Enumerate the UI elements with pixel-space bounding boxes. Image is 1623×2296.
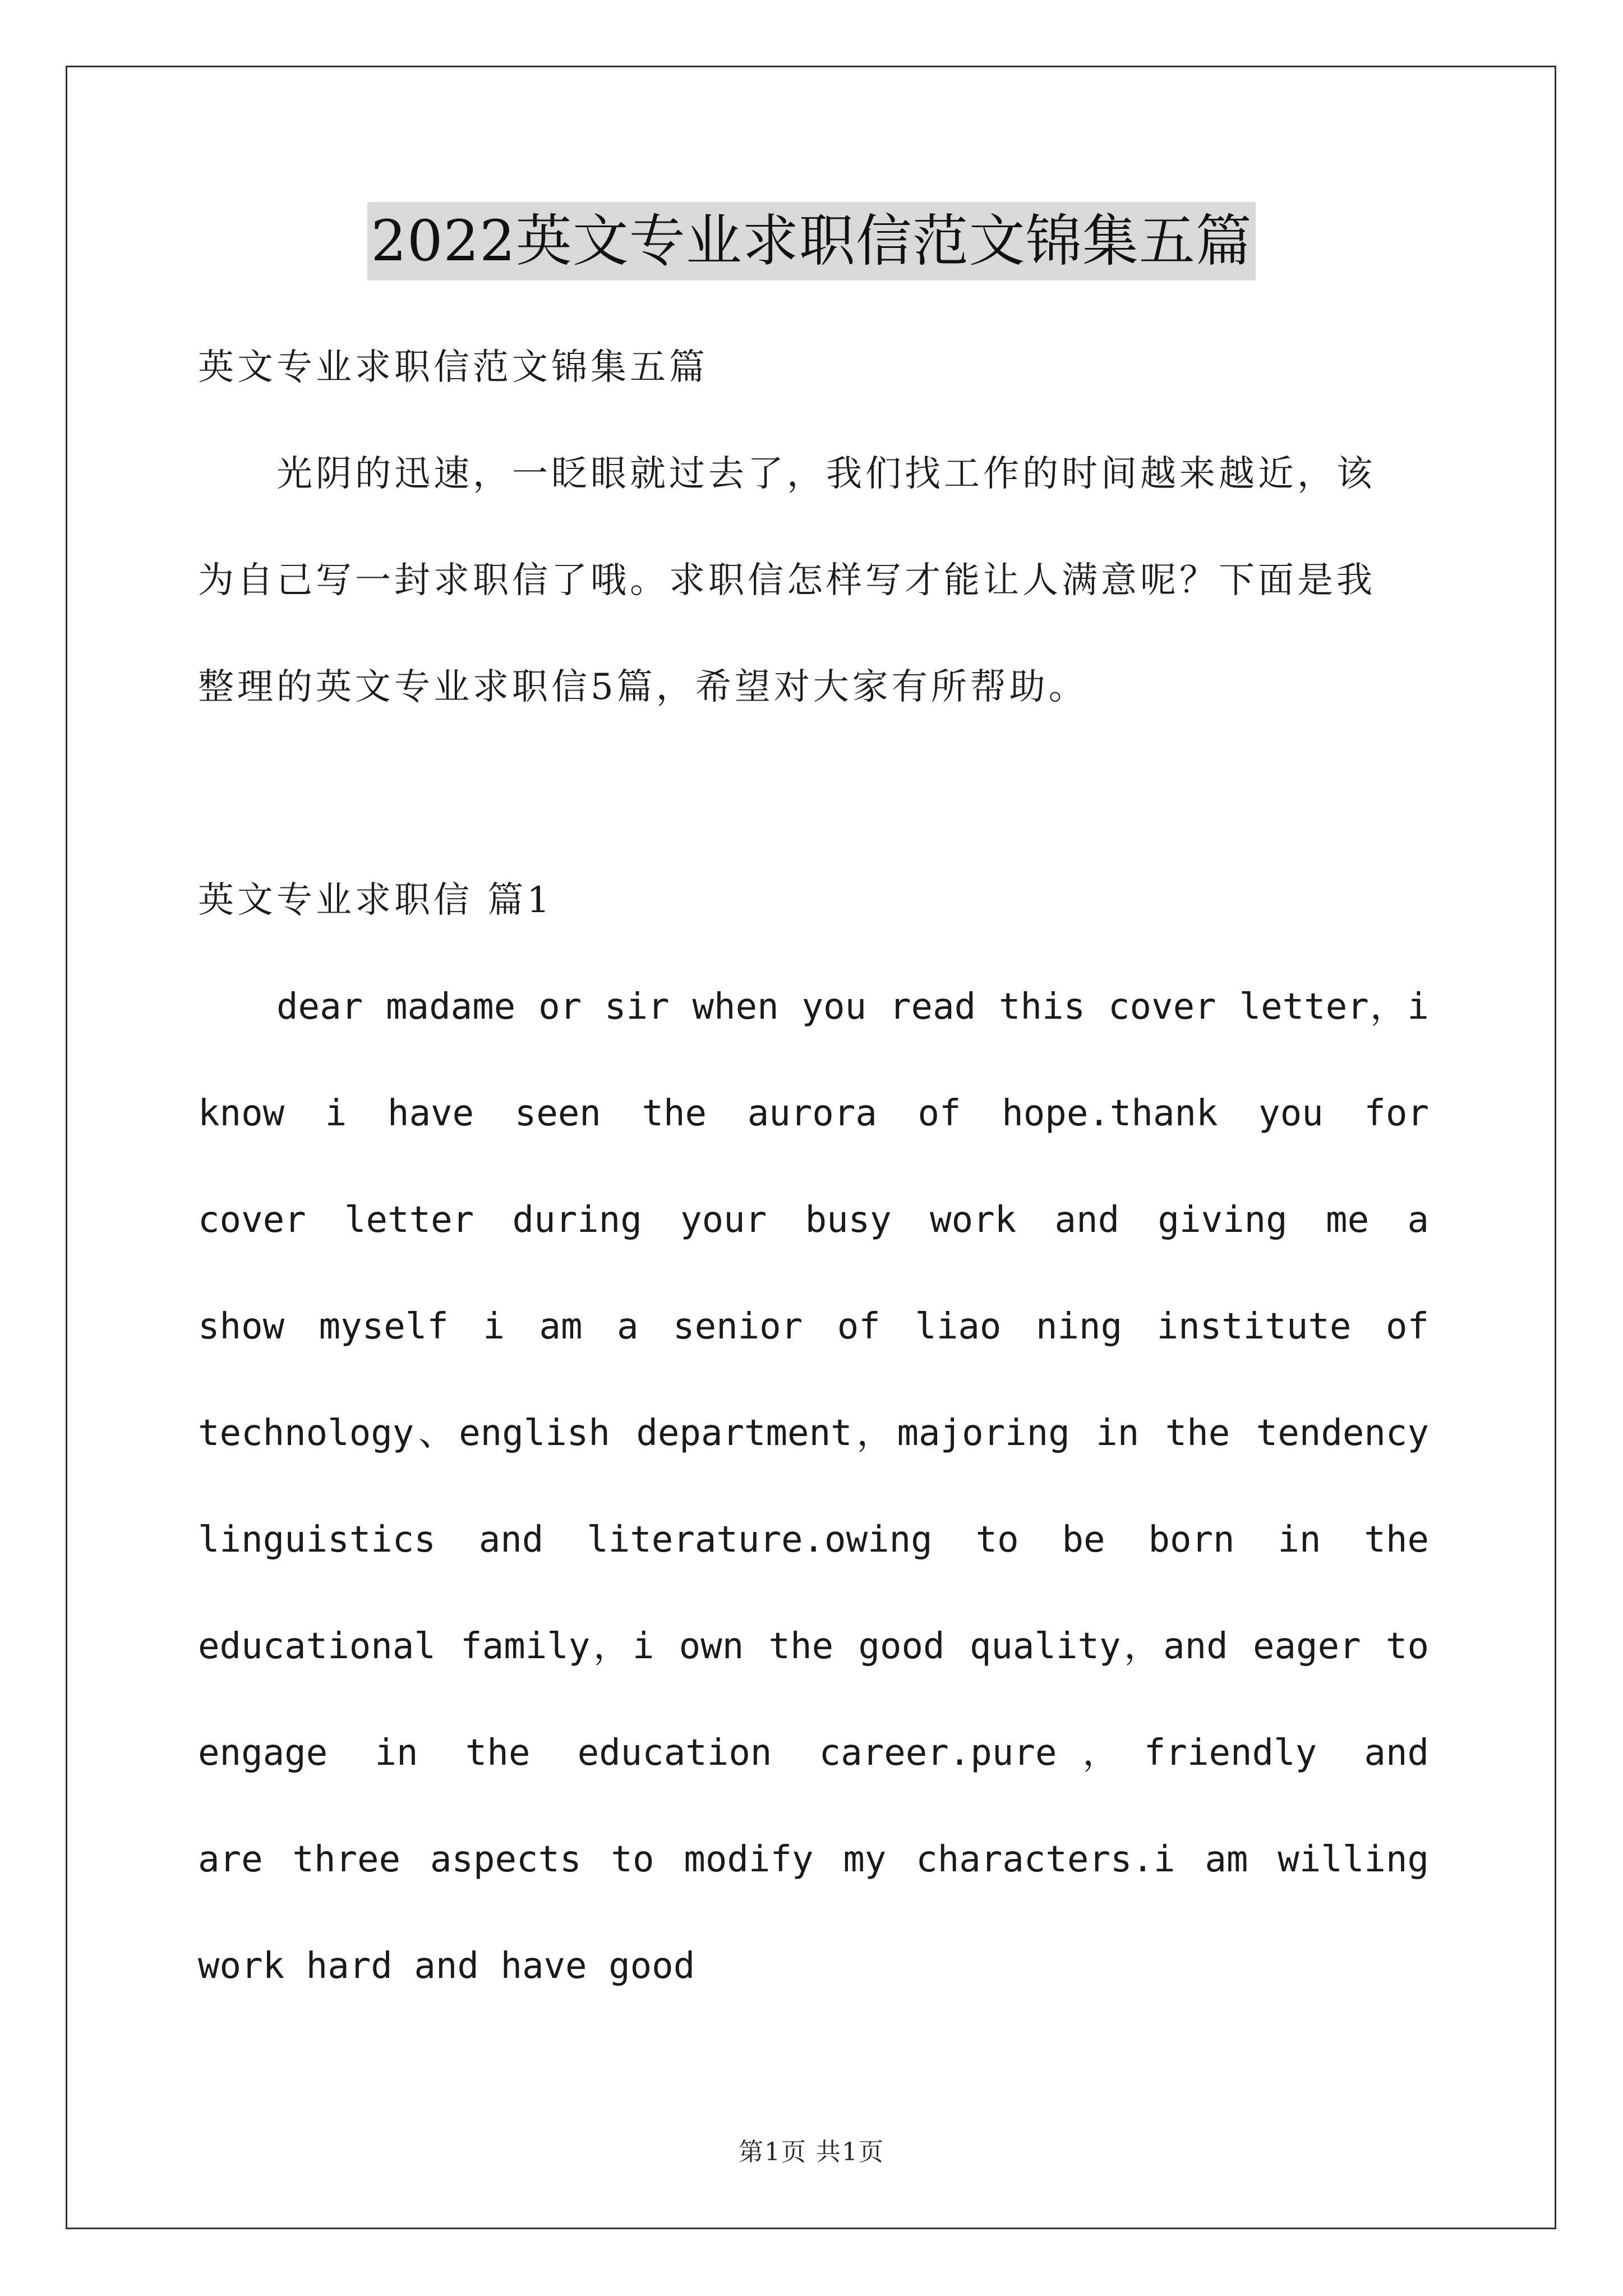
letter-line: cover letter during your busy work and giving me a (198, 1199, 1429, 1241)
intro-line: 为自己写一封求职信了哦。求职信怎样写才能让人满意呢？下面是我 (198, 560, 1376, 601)
letter-line: show myself i am a senior of liao ning institute of (198, 1306, 1429, 1347)
page-footer: 第1页 共1页 (739, 2138, 884, 2166)
letter-line: dear madame or sir when you read this cover letter，i (276, 986, 1429, 1028)
section-heading: 英文专业求职信 篇1 (198, 880, 554, 921)
letter-line: work hard and have good (198, 1945, 695, 1987)
document-subtitle: 英文专业求职信范文锦集五篇 (198, 347, 708, 388)
intro-line: 光阴的迅速，一眨眼就过去了，我们找工作的时间越来越近，该 (276, 453, 1376, 495)
title-container (0, 202, 1623, 280)
letter-line: are three aspects to modify my characters.i am willing (198, 1839, 1429, 1880)
letter-line: educational family，i own the good quality，and eager to (198, 1626, 1429, 1667)
paragraph-gap (198, 740, 1429, 847)
letter-line: linguistics and literature.owing to be born in the (198, 1519, 1429, 1561)
document-body (198, 314, 1429, 2019)
letter-line: know i have seen the aurora of hope.thank you for (198, 1093, 1429, 1134)
intro-line: 整理的英文专业求职信5篇，希望对大家有所帮助。 (198, 666, 1088, 708)
document-title: 2022英文专业求职信范文锦集五篇 (367, 202, 1256, 280)
letter-line: engage in the education career.pure，friendly and (198, 1732, 1429, 1774)
letter-line: technology、english department，majoring in the tendency (198, 1412, 1429, 1454)
